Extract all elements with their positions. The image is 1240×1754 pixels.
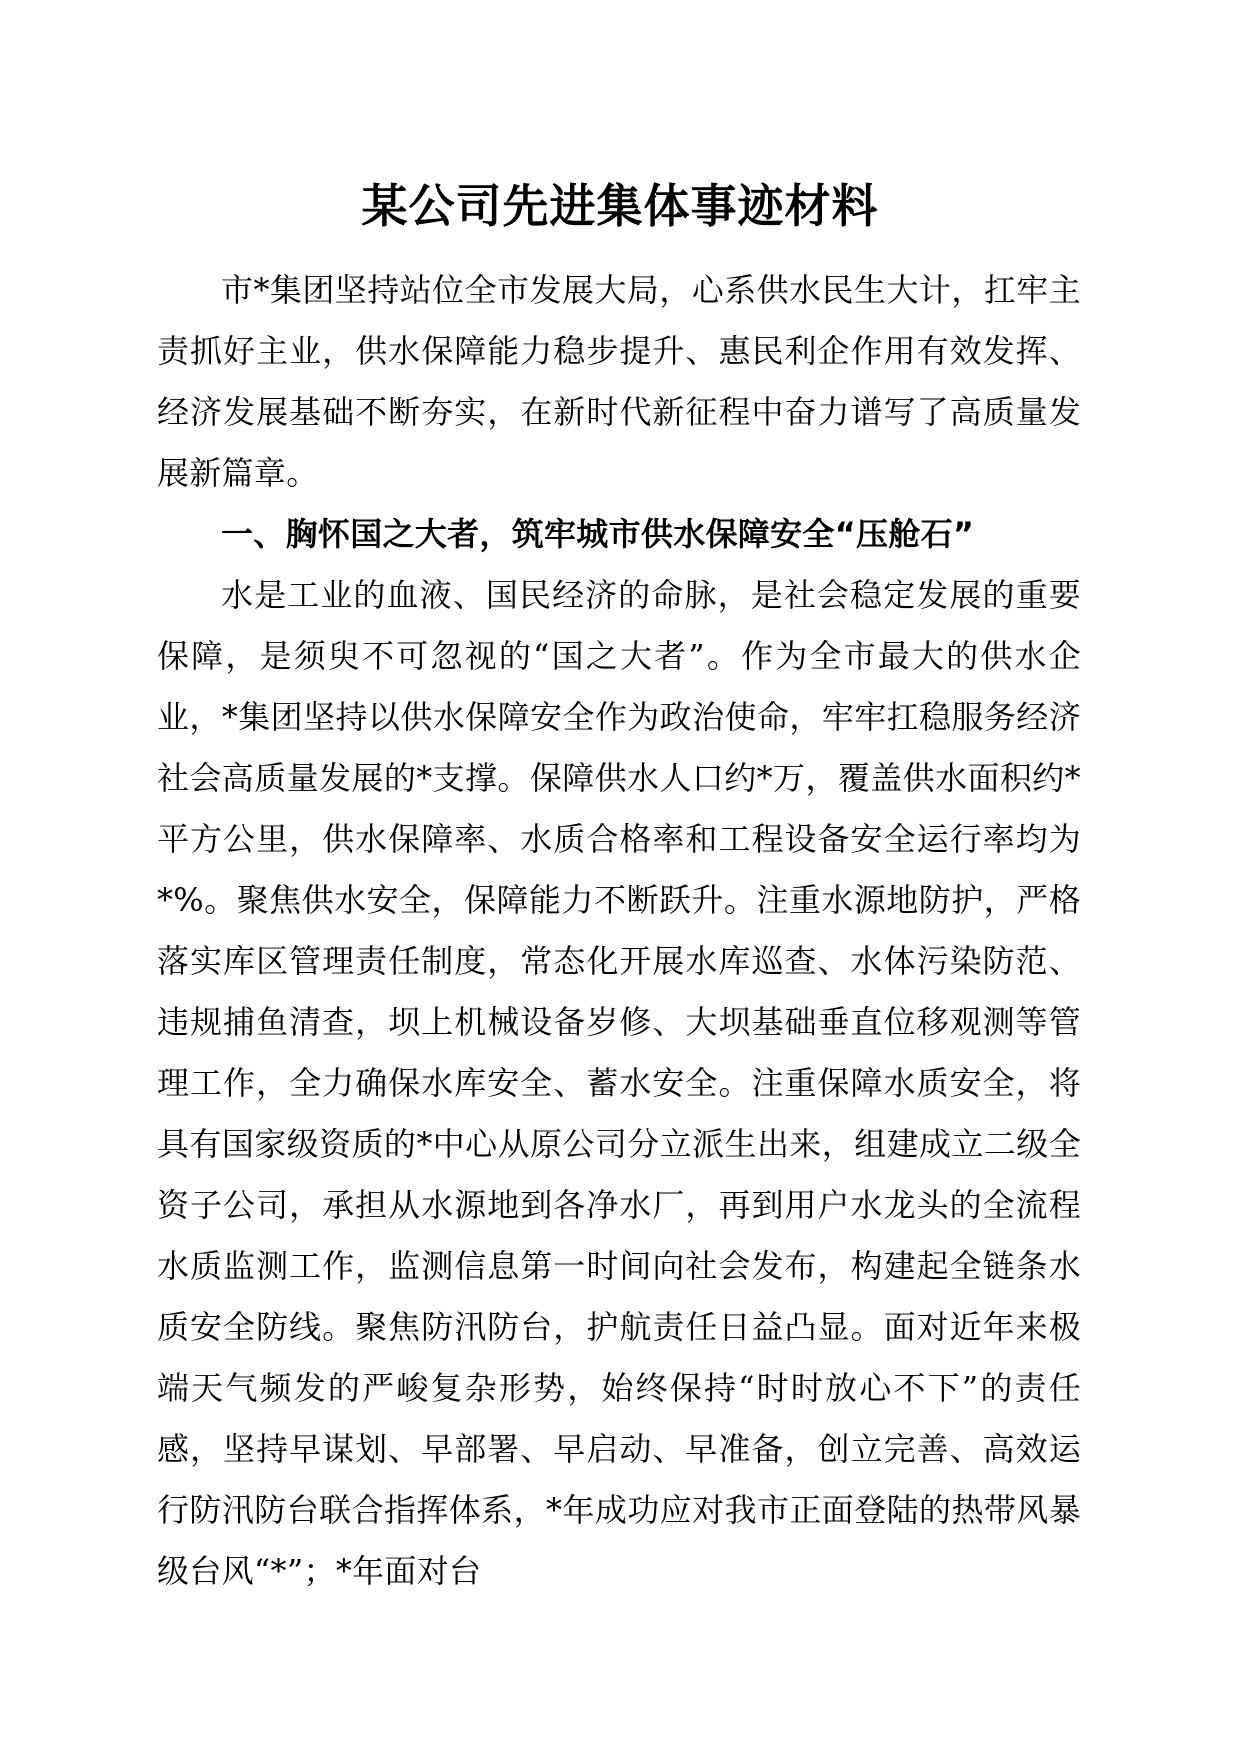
intro-paragraph: 市*集团坚持站位全市发展大局，心系供水民生大计，扛牢主责抓好主业，供水保障能力稳步提升、惠民利企作用有效发挥、经济发展基础不断夯实，在新时代新征程中奋力谱写了高质量发展新篇章。 (157, 271, 1081, 492)
document-title: 某公司先进集体事迹材料 (361, 179, 879, 233)
section-heading: 一、胸怀国之大者，筑牢城市供水保障安全“压舱石” (221, 515, 975, 553)
section-paragraph: 水是工业的血液、国民经济的命脉，是社会稳定发展的重要保障，是须臾不可忽视的“国之大者”。作为全市最大的供水企业，*集团坚持以供水保障安全作为政治使命，牢牢扛稳服务经济社会高质量发展的*支撑。保障供水人口约*万，覆盖供水面积约*平方公里，供水保障率、水质合格率和工程设备安全运行率均为*%。聚焦供水安全，保障能力不断跃升。注重水源地防护，严格落实库区管理责任制度，常态化开展水库巡查、水体污染防范、违规捕鱼清查，坝上机械设备岁修、大坝基础垂直位移观测等管理工作，全力确保水库安全、蓄水安全。注重保障水质安全，将具有国家级资质的*中心从原公司分立派生出来，组建成立二级全资子公司，承担从水源地到各净水厂，再到用户水龙头的全流程水质监测工作，监测信息第一时间向社会发布，构建起全链条水质安全防线。聚焦防汛防台，护航责任日益凸显。面对近年来极端天气频发的严峻复杂形势，始终保持“时时放心不下”的责任感，坚持早谋划、早部署、早启动、早准备，创立完善、高效运行防汛防台联合指挥体系，*年成功应对我市正面登陆的热带风暴级台风“*”；*年面对台 (157, 576, 1081, 1590)
document-body (157, 260, 1081, 1602)
